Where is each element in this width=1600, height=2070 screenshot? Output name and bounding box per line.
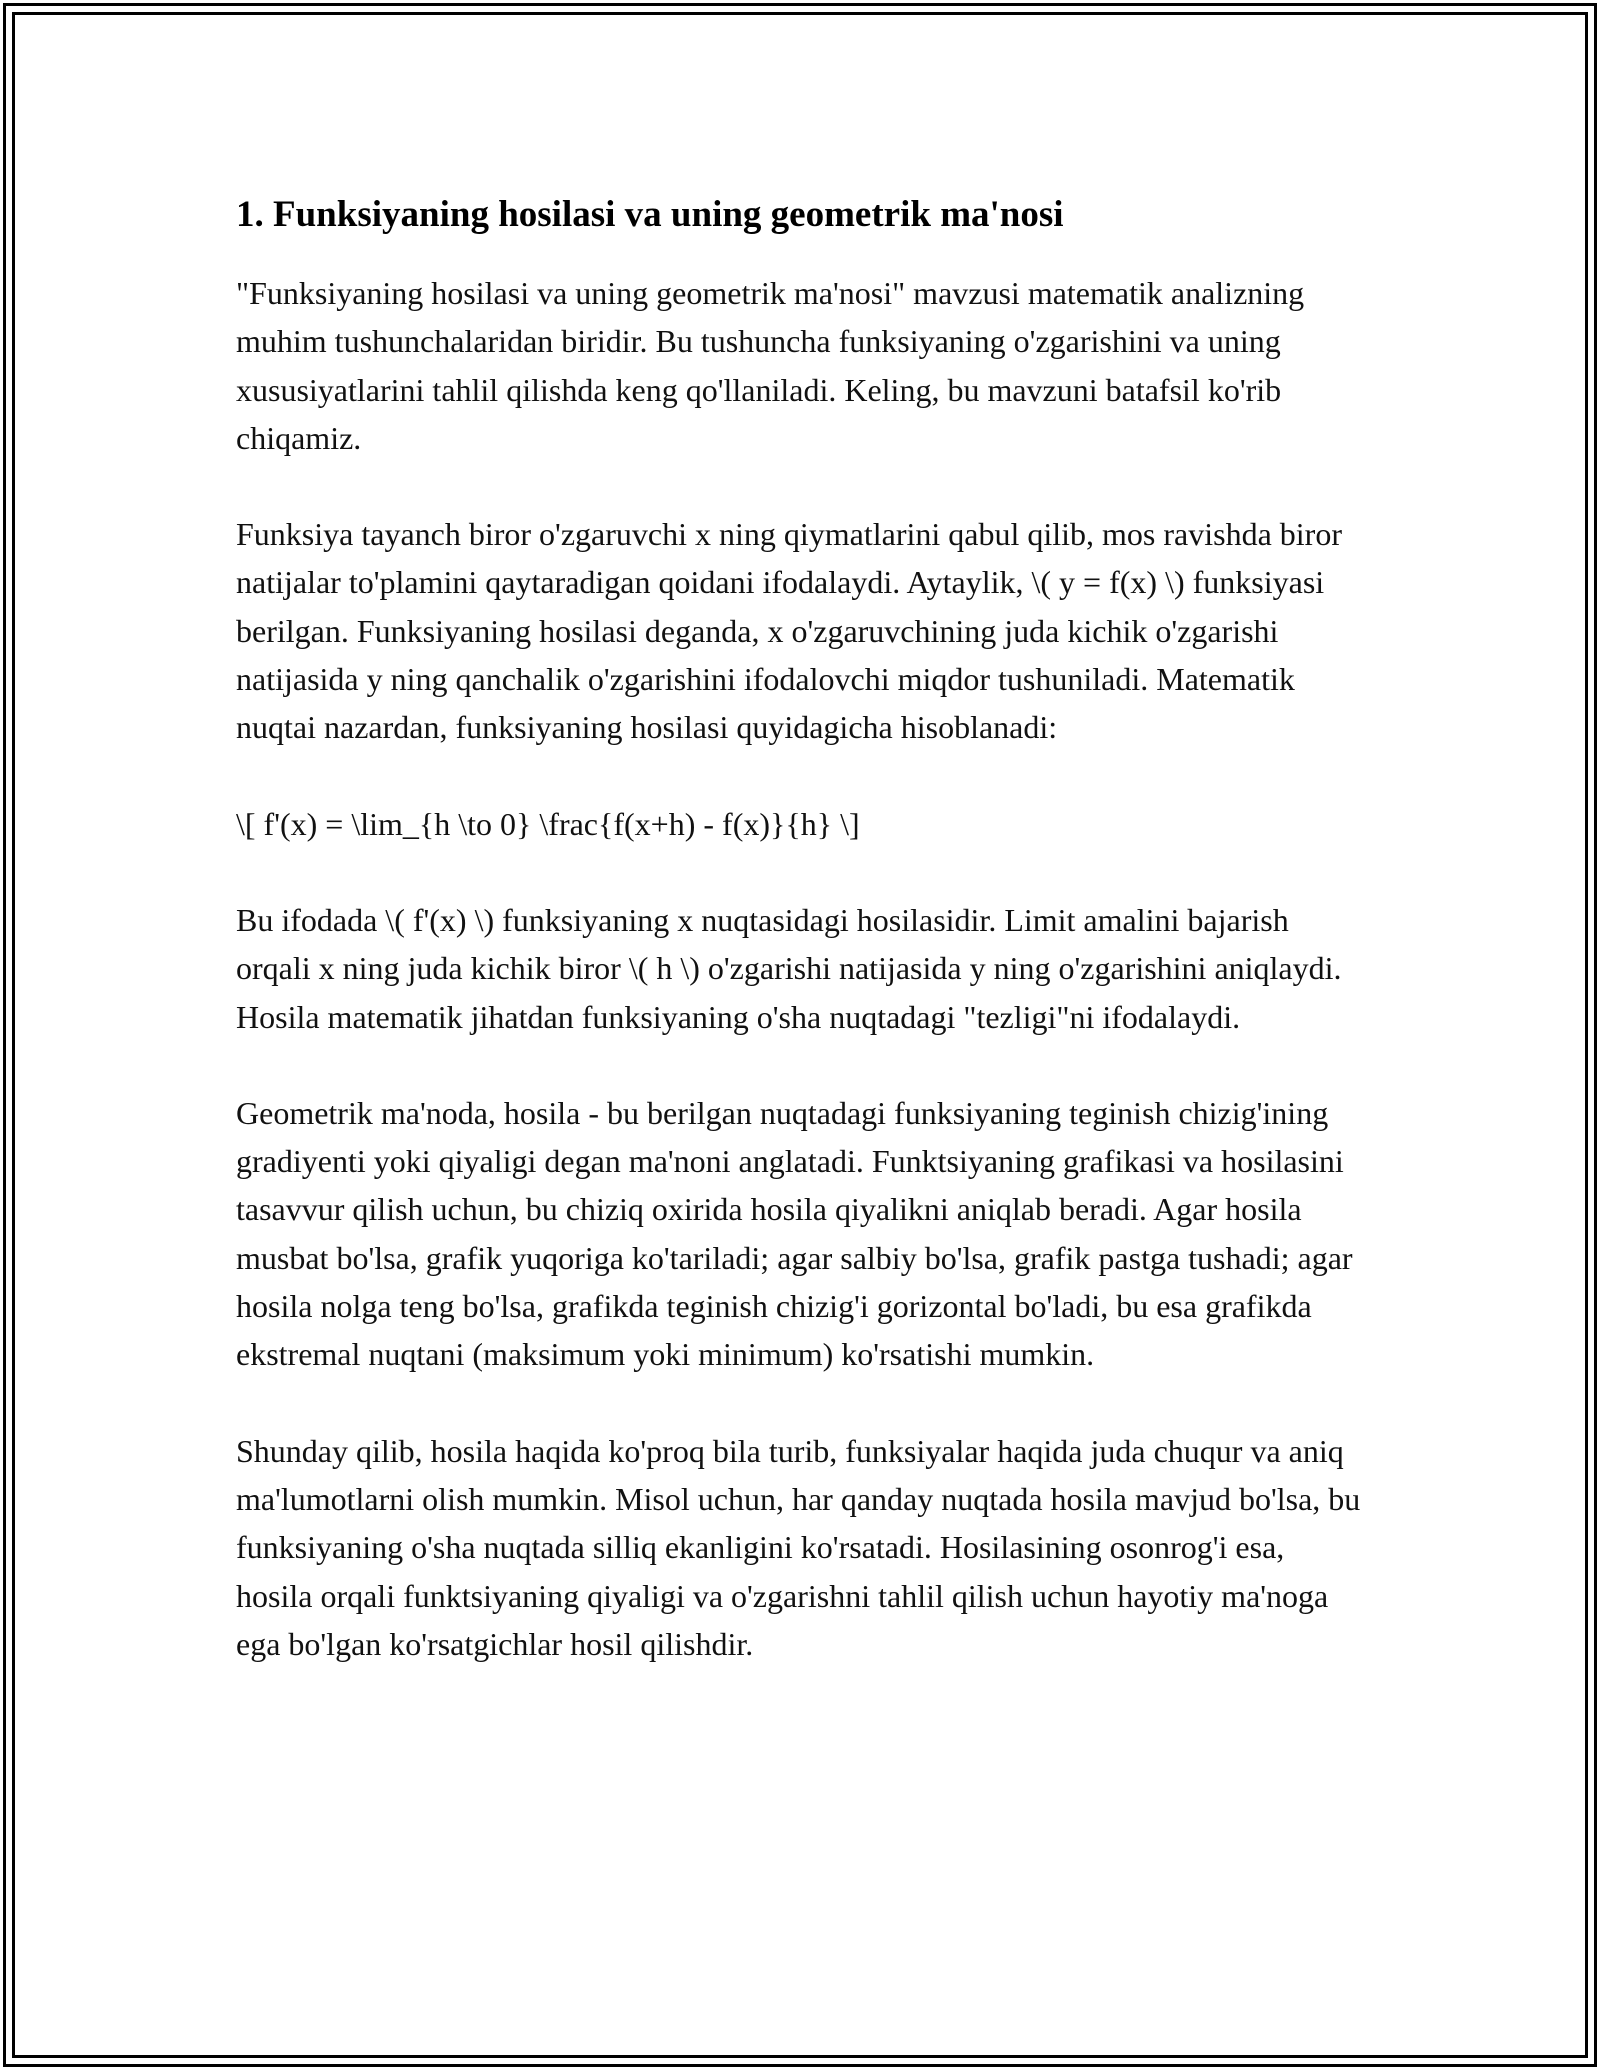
paragraph-intro: "Funksiyaning hosilasi va uning geometrik ma'nosi" mavzusi matematik analizning muhim tushunchalaridan biridir. Bu tushuncha funksiyaning o'zgarishini va uning xususiyatlarini tahlil qilishda keng qo'llaniladi. Keling, bu mavzuni batafsil ko'rib chiqamiz.	[236, 275, 1305, 456]
paragraph-geometric-meaning: Geometrik ma'noda, hosila - bu berilgan nuqtadagi funksiyaning teginish chizig'ining gradiyenti yoki qiyaligi degan ma'noni anglatadi. Funktsiyaning grafikasi va hosilasini tasavvur qilish uchun, bu chiziq oxirida hosila qiyalikni aniqlab beradi. Agar hosila musbat bo'lsa, grafik yuqoriga ko'tariladi; agar salbiy bo'lsa, grafik pastga tushadi; agar hosila nolga teng bo'lsa, grafikda teginish chizig'i gorizontal bo'ladi, bu esa grafikda ekstremal nuqtani (maksimum yoki minimum) ko'rsatishi mumkin.	[236, 1094, 1353, 1373]
paragraph-function-definition: Funksiya tayanch biror o'zgaruvchi x ning qiymatlarini qabul qilib, mos ravishda biror natijalar to'plamini qaytaradigan qoidani ifodalaydi. Aytaylik, \( y = f(x) \) funksiyasi berilgan. Funksiyaning hosilasi deganda, x o'zgaruvchining juda kichik o'zgarishi natijasida y ning qanchalik o'zgarishini ifodalovchi miqdor tushuniladi. Matematik nuqtai nazardan, funksiyaning hosilasi quyidagicha hisoblanadi:	[236, 516, 1342, 746]
section-heading: 1. Funksiyaning hosilasi va uning geometrik ma'nosi	[236, 194, 1064, 235]
derivative-formula: \[ f'(x) = \lim_{h \to 0} \frac{f(x+h) - f(x)}{h} \]	[236, 805, 860, 842]
paragraph-formula-explanation: Bu ifodada \( f'(x) \) funksiyaning x nuqtasidagi hosilasidir. Limit amalini bajarish orqali x ning juda kichik biror \( h \) o'zgarishi natijasida y ning o'zgarishini aniqlaydi. Hosila matematik jihatdan funksiyaning o'sha nuqtadagi "tezligi"ni ifodalaydi.	[236, 901, 1342, 1035]
document-body	[236, 185, 1366, 1716]
paragraph-conclusion: Shunday qilib, hosila haqida ko'proq bila turib, funksiyalar haqida juda chuqur va aniq ma'lumotlarni olish mumkin. Misol uchun, har qanday nuqtada hosila mavjud bo'lsa, bu funksiyaning o'sha nuqtada silliq ekanligini ko'rsatadi. Hosilasining osonrog'i esa, hosila orqali funktsiyaning qiyaligi va o'zgarishni tahlil qilish uchun hayotiy ma'noga ega bo'lgan ko'rsatgichlar hosil qilishdir.	[236, 1432, 1361, 1662]
